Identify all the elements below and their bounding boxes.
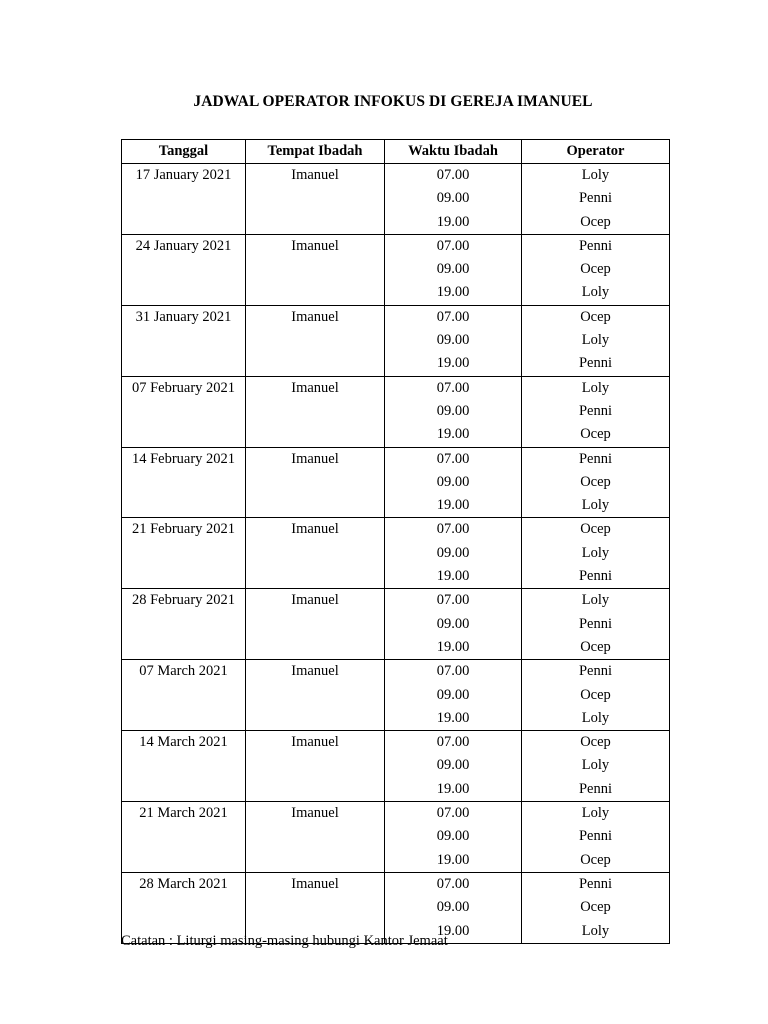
place-cell	[246, 447, 385, 518]
place-cell-text: Imanuel	[291, 663, 339, 680]
service-time: 07.00	[436, 450, 470, 467]
place-cell	[246, 376, 385, 447]
time-cell	[385, 518, 522, 589]
operator-cell	[522, 589, 670, 660]
place-cell-text: Imanuel	[291, 167, 339, 183]
date-cell-text: 28 February 2021	[131, 592, 236, 609]
date-cell-text: 07 February 2021	[131, 379, 236, 396]
service-time: 07.00	[436, 734, 470, 751]
time-cell	[385, 731, 522, 802]
service-time: 09.00	[436, 190, 470, 207]
column-header-operator: Operator	[522, 140, 670, 164]
service-time: 09.00	[436, 402, 470, 419]
date-cell	[122, 731, 246, 802]
column-header-tanggal: Tanggal	[122, 140, 246, 164]
table-row	[122, 802, 670, 873]
service-time: 07.00	[436, 237, 470, 254]
operator-name: Ocep	[580, 213, 611, 230]
operator-name: Loly	[581, 167, 610, 183]
operator-cell	[522, 518, 670, 589]
date-cell-text: 14 March 2021	[139, 734, 228, 751]
table-header-row	[122, 140, 670, 164]
time-cell	[385, 234, 522, 305]
date-cell-text: 14 February 2021	[131, 450, 236, 467]
schedule-table	[121, 139, 670, 944]
operator-name: Ocep	[580, 308, 611, 325]
operator-name: Penni	[578, 237, 613, 254]
time-cell	[385, 376, 522, 447]
operator-name: Penni	[578, 402, 613, 419]
place-cell	[246, 731, 385, 802]
date-cell-text: 21 February 2021	[131, 521, 236, 538]
service-time: 19.00	[436, 568, 470, 585]
service-time: 07.00	[436, 663, 470, 680]
operator-name: Penni	[578, 828, 613, 845]
operator-name: Penni	[578, 875, 613, 892]
operator-name: Penni	[578, 780, 613, 797]
place-cell-text: Imanuel	[291, 521, 339, 538]
table-row	[122, 589, 670, 660]
date-cell-text: 24 January 2021	[135, 237, 232, 254]
operator-cell	[522, 164, 670, 235]
place-cell	[246, 802, 385, 873]
operator-cell	[522, 872, 670, 943]
table-row	[122, 660, 670, 731]
place-cell-text: Imanuel	[291, 875, 339, 892]
table-row	[122, 234, 670, 305]
place-cell-text: Imanuel	[291, 734, 339, 751]
date-cell-text: 28 March 2021	[139, 875, 228, 892]
table-row	[122, 518, 670, 589]
operator-name: Ocep	[580, 899, 611, 916]
place-cell-text: Imanuel	[291, 592, 339, 609]
table-row	[122, 376, 670, 447]
service-time: 19.00	[436, 497, 470, 514]
service-time: 09.00	[436, 757, 470, 774]
service-time: 09.00	[436, 544, 470, 561]
operator-name: Loly	[581, 284, 610, 301]
table-body	[122, 164, 670, 944]
place-cell	[246, 234, 385, 305]
time-cell	[385, 164, 522, 235]
service-time: 19.00	[436, 922, 470, 939]
column-header-waktu-ibadah: Waktu Ibadah	[385, 140, 522, 164]
date-cell-text: 07 March 2021	[139, 663, 228, 680]
date-cell	[122, 589, 246, 660]
operator-name: Ocep	[580, 734, 611, 751]
operator-name: Loly	[581, 332, 610, 349]
place-cell	[246, 589, 385, 660]
place-cell-text: Imanuel	[291, 450, 339, 467]
operator-name: Ocep	[580, 686, 611, 703]
date-cell	[122, 802, 246, 873]
table-row	[122, 305, 670, 376]
service-time: 07.00	[436, 875, 470, 892]
service-time: 09.00	[436, 686, 470, 703]
column-header-tempat-ibadah: Tempat Ibadah	[246, 140, 385, 164]
operator-cell	[522, 305, 670, 376]
operator-name: Penni	[578, 568, 613, 585]
service-time: 09.00	[436, 261, 470, 278]
place-cell	[246, 305, 385, 376]
operator-name: Penni	[578, 615, 613, 632]
place-cell	[246, 164, 385, 235]
operator-name: Ocep	[580, 638, 611, 655]
service-time: 09.00	[436, 473, 470, 490]
date-cell	[122, 234, 246, 305]
operator-name: Loly	[581, 497, 610, 514]
date-cell	[122, 376, 246, 447]
operator-name: Loly	[581, 379, 610, 396]
service-time: 07.00	[436, 308, 470, 325]
place-cell	[246, 518, 385, 589]
service-time: 19.00	[436, 638, 470, 655]
date-cell	[122, 447, 246, 518]
operator-name: Ocep	[580, 851, 611, 868]
service-time: 19.00	[436, 851, 470, 868]
operator-cell	[522, 660, 670, 731]
operator-name: Penni	[578, 450, 613, 467]
operator-name: Loly	[581, 709, 610, 726]
place-cell-text: Imanuel	[291, 308, 339, 325]
date-cell	[122, 305, 246, 376]
date-cell-text: 21 March 2021	[139, 805, 228, 822]
operator-name: Penni	[578, 190, 613, 207]
date-cell-text: 17 January 2021	[135, 167, 232, 183]
operator-name: Ocep	[580, 521, 611, 538]
place-cell-text: Imanuel	[291, 805, 339, 822]
time-cell	[385, 305, 522, 376]
time-cell	[385, 802, 522, 873]
operator-cell	[522, 447, 670, 518]
operator-cell	[522, 376, 670, 447]
table-row	[122, 731, 670, 802]
service-time: 19.00	[436, 780, 470, 797]
operator-name: Penni	[578, 355, 613, 372]
table-row	[122, 164, 670, 235]
service-time: 19.00	[436, 284, 470, 301]
place-cell-text: Imanuel	[291, 379, 339, 396]
place-cell	[246, 660, 385, 731]
operator-name: Penni	[578, 663, 613, 680]
time-cell	[385, 447, 522, 518]
operator-name: Loly	[581, 592, 610, 609]
time-cell	[385, 660, 522, 731]
operator-name: Loly	[581, 922, 610, 939]
service-time: 09.00	[436, 899, 470, 916]
service-time: 19.00	[436, 213, 470, 230]
operator-name: Loly	[581, 757, 610, 774]
date-cell-text: 31 January 2021	[135, 308, 232, 325]
service-time: 09.00	[436, 615, 470, 632]
operator-name: Loly	[581, 544, 610, 561]
service-time: 19.00	[436, 426, 470, 443]
operator-name: Ocep	[580, 473, 611, 490]
operator-name: Loly	[581, 805, 610, 822]
time-cell	[385, 589, 522, 660]
service-time: 07.00	[436, 521, 470, 538]
date-cell	[122, 164, 246, 235]
page-title: JADWAL OPERATOR INFOKUS DI GEREJA IMANUEL	[193, 93, 593, 110]
service-time: 07.00	[436, 805, 470, 822]
operator-cell	[522, 802, 670, 873]
service-time: 07.00	[436, 379, 470, 396]
date-cell	[122, 518, 246, 589]
service-time: 19.00	[436, 709, 470, 726]
service-time: 09.00	[436, 332, 470, 349]
service-time: 09.00	[436, 828, 470, 845]
service-time: 19.00	[436, 355, 470, 372]
operator-name: Ocep	[580, 426, 611, 443]
operator-cell	[522, 234, 670, 305]
footnote: Catatan : Liturgi masing-masing hubungi Kantor Jemaat	[121, 933, 448, 949]
service-time: 07.00	[436, 592, 470, 609]
service-time: 07.00	[436, 167, 470, 183]
place-cell-text: Imanuel	[291, 237, 339, 254]
operator-name: Ocep	[580, 261, 611, 278]
date-cell	[122, 660, 246, 731]
table-row	[122, 447, 670, 518]
operator-cell	[522, 731, 670, 802]
